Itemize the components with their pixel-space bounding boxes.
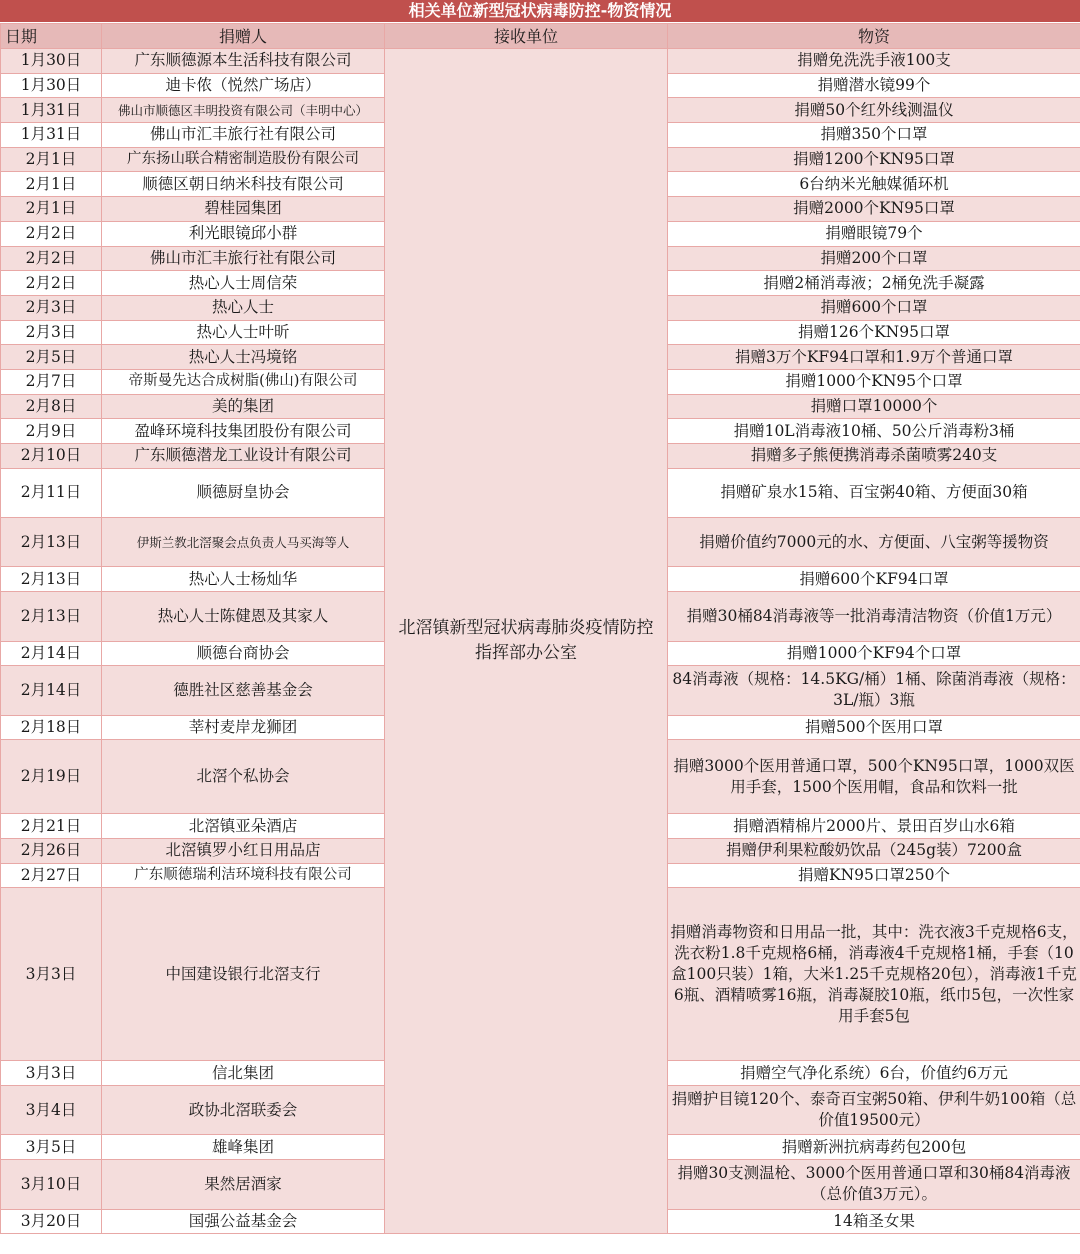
donor-cell: 热心人士杨灿华 xyxy=(102,567,385,592)
date-cell: 2月9日 xyxy=(1,419,102,444)
donation-table xyxy=(0,23,1080,1234)
items-cell: 捐赠酒精棉片2000片、景田百岁山水6箱 xyxy=(668,814,1080,839)
date-cell: 2月3日 xyxy=(1,295,102,320)
items-cell: 捐赠消毒物资和日用品一批，其中：洗衣液3千克规格6支，洗衣粉1.8千克规格6桶，消毒液4千克规格1桶，手套（10盒100只装）1箱，大米1.25千克规格20包），消毒液1千克6瓶、酒精喷雾16瓶，消毒凝胶10瓶，纸巾5包，一次性家用手套5包 xyxy=(668,888,1080,1061)
items-cell: 捐赠KN95口罩250个 xyxy=(668,863,1080,888)
items-cell: 捐赠2000个KN95口罩 xyxy=(668,197,1080,222)
date-cell: 2月13日 xyxy=(1,592,102,641)
donor-cell: 北滘镇亚朵酒店 xyxy=(102,814,385,839)
donor-cell: 佛山市汇丰旅行社有限公司 xyxy=(102,246,385,271)
items-cell: 捐赠护目镜120个、泰奇百宝粥50箱、伊利牛奶100箱（总价值19500元） xyxy=(668,1086,1080,1135)
items-cell: 捐赠600个KF94口罩 xyxy=(668,567,1080,592)
donor-cell: 国强公益基金会 xyxy=(102,1209,385,1234)
date-cell: 1月31日 xyxy=(1,123,102,148)
items-cell: 捐赠矿泉水15箱、百宝粥40箱、方便面30箱 xyxy=(668,468,1080,517)
donor-cell: 北滘镇罗小红日用品店 xyxy=(102,839,385,864)
donor-cell: 莘村麦岸龙狮团 xyxy=(102,715,385,740)
date-cell: 1月30日 xyxy=(1,49,102,74)
date-cell: 2月1日 xyxy=(1,147,102,172)
date-cell: 2月5日 xyxy=(1,345,102,370)
items-cell: 捐赠350个口罩 xyxy=(668,123,1080,148)
table-row xyxy=(1,49,1080,74)
donor-cell: 中国建设银行北滘支行 xyxy=(102,888,385,1061)
date-cell: 2月11日 xyxy=(1,468,102,517)
date-cell: 2月1日 xyxy=(1,172,102,197)
items-cell: 捐赠1000个KN95个口罩 xyxy=(668,369,1080,394)
donor-cell: 盈峰环境科技集团股份有限公司 xyxy=(102,419,385,444)
donor-cell: 热心人士周信荣 xyxy=(102,271,385,296)
date-cell: 2月2日 xyxy=(1,271,102,296)
date-cell: 2月13日 xyxy=(1,567,102,592)
items-cell: 捐赠30支测温枪、3000个医用普通口罩和30桶84消毒液（总价值3万元）。 xyxy=(668,1160,1080,1209)
date-cell: 1月31日 xyxy=(1,98,102,123)
date-cell: 2月21日 xyxy=(1,814,102,839)
date-cell: 2月26日 xyxy=(1,839,102,864)
donor-cell: 广东顺德瑞利洁环境科技有限公司 xyxy=(102,863,385,888)
donor-cell: 碧桂园集团 xyxy=(102,197,385,222)
donor-cell: 北滘个私协会 xyxy=(102,740,385,814)
items-cell: 捐赠50个红外线测温仪 xyxy=(668,98,1080,123)
donor-cell: 雄峰集团 xyxy=(102,1135,385,1160)
donor-cell: 德胜社区慈善基金会 xyxy=(102,666,385,715)
items-cell: 84消毒液（规格：14.5KG/桶）1桶、除菌消毒液（规格：3L/瓶）3瓶 xyxy=(668,666,1080,715)
date-cell: 2月2日 xyxy=(1,246,102,271)
donor-cell: 美的集团 xyxy=(102,394,385,419)
items-cell: 捐赠潜水镜99个 xyxy=(668,73,1080,98)
date-cell: 2月14日 xyxy=(1,666,102,715)
donor-cell: 利光眼镜邱小群 xyxy=(102,221,385,246)
items-cell: 捐赠1000个KF94个口罩 xyxy=(668,641,1080,666)
date-cell: 2月13日 xyxy=(1,518,102,567)
items-cell: 捐赠30桶84消毒液等一批消毒清洁物资（价值1万元） xyxy=(668,592,1080,641)
donor-cell: 佛山市顺德区丰明投资有限公司（丰明中心） xyxy=(102,98,385,123)
donor-cell: 顺德台商协会 xyxy=(102,641,385,666)
items-cell: 捐赠免洗洗手液100支 xyxy=(668,49,1080,74)
date-cell: 3月3日 xyxy=(1,1061,102,1086)
receiver-cell: 北滘镇新型冠状病毒肺炎疫情防控指挥部办公室 xyxy=(385,49,668,1234)
date-cell: 3月5日 xyxy=(1,1135,102,1160)
items-cell: 捐赠126个KN95口罩 xyxy=(668,320,1080,345)
date-cell: 2月8日 xyxy=(1,394,102,419)
date-cell: 2月14日 xyxy=(1,641,102,666)
items-cell: 6台纳米光触媒循环机 xyxy=(668,172,1080,197)
date-cell: 2月19日 xyxy=(1,740,102,814)
items-cell: 捐赠多子熊便携消毒杀菌喷雾240支 xyxy=(668,444,1080,469)
donor-cell: 广东顺德源本生活科技有限公司 xyxy=(102,49,385,74)
donor-cell: 果然居酒家 xyxy=(102,1160,385,1209)
items-cell: 捐赠眼镜79个 xyxy=(668,221,1080,246)
donor-cell: 迪卡侬（悦然广场店） xyxy=(102,73,385,98)
donor-cell: 伊斯兰教北滘聚会点负责人马买海等人 xyxy=(102,518,385,567)
items-cell: 14箱圣女果 xyxy=(668,1209,1080,1234)
donor-cell: 广东顺德潜龙工业设计有限公司 xyxy=(102,444,385,469)
sheet-title: 相关单位新型冠状病毒防控-物资情况 xyxy=(0,0,1080,23)
header-receiver: 接收单位 xyxy=(385,24,668,49)
items-cell: 捐赠空气净化系统）6台，价值约6万元 xyxy=(668,1061,1080,1086)
items-cell: 捐赠200个口罩 xyxy=(668,246,1080,271)
items-cell: 捐赠价值约7000元的水、方便面、八宝粥等援物资 xyxy=(668,518,1080,567)
date-cell: 3月4日 xyxy=(1,1086,102,1135)
donor-cell: 热心人士叶昕 xyxy=(102,320,385,345)
date-cell: 1月30日 xyxy=(1,73,102,98)
donor-cell: 热心人士陈健恩及其家人 xyxy=(102,592,385,641)
donor-cell: 广东扬山联合精密制造股份有限公司 xyxy=(102,147,385,172)
items-cell: 捐赠3000个医用普通口罩，500个KN95口罩，1000双医用手套，1500个医用帽，食品和饮料一批 xyxy=(668,740,1080,814)
items-cell: 捐赠500个医用口罩 xyxy=(668,715,1080,740)
date-cell: 3月20日 xyxy=(1,1209,102,1234)
items-cell: 捐赠10L消毒液10桶、50公斤消毒粉3桶 xyxy=(668,419,1080,444)
items-cell: 捐赠3万个KF94口罩和1.9万个普通口罩 xyxy=(668,345,1080,370)
date-cell: 3月3日 xyxy=(1,888,102,1061)
items-cell: 捐赠口罩10000个 xyxy=(668,394,1080,419)
date-cell: 2月3日 xyxy=(1,320,102,345)
items-cell: 捐赠1200个KN95口罩 xyxy=(668,147,1080,172)
date-cell: 2月7日 xyxy=(1,369,102,394)
items-cell: 捐赠2桶消毒液；2桶免洗手凝露 xyxy=(668,271,1080,296)
items-cell: 捐赠伊利果粒酸奶饮品（245g装）7200盒 xyxy=(668,839,1080,864)
header-donor: 捐赠人 xyxy=(102,24,385,49)
donor-cell: 热心人士冯境铭 xyxy=(102,345,385,370)
date-cell: 2月10日 xyxy=(1,444,102,469)
header-date: 日期 xyxy=(1,24,102,49)
items-cell: 捐赠新洲抗病毒药包200包 xyxy=(668,1135,1080,1160)
donor-cell: 政协北滘联委会 xyxy=(102,1086,385,1135)
date-cell: 3月10日 xyxy=(1,1160,102,1209)
items-cell: 捐赠600个口罩 xyxy=(668,295,1080,320)
donor-cell: 顺德区朝日纳米科技有限公司 xyxy=(102,172,385,197)
donor-cell: 佛山市汇丰旅行社有限公司 xyxy=(102,123,385,148)
donor-cell: 信北集团 xyxy=(102,1061,385,1086)
date-cell: 2月2日 xyxy=(1,221,102,246)
date-cell: 2月27日 xyxy=(1,863,102,888)
header-row xyxy=(1,24,1080,49)
header-items: 物资 xyxy=(668,24,1080,49)
donor-cell: 顺德厨皇协会 xyxy=(102,468,385,517)
donor-cell: 热心人士 xyxy=(102,295,385,320)
date-cell: 2月18日 xyxy=(1,715,102,740)
date-cell: 2月1日 xyxy=(1,197,102,222)
donor-cell: 帝斯曼先达合成树脂(佛山)有限公司 xyxy=(102,369,385,394)
